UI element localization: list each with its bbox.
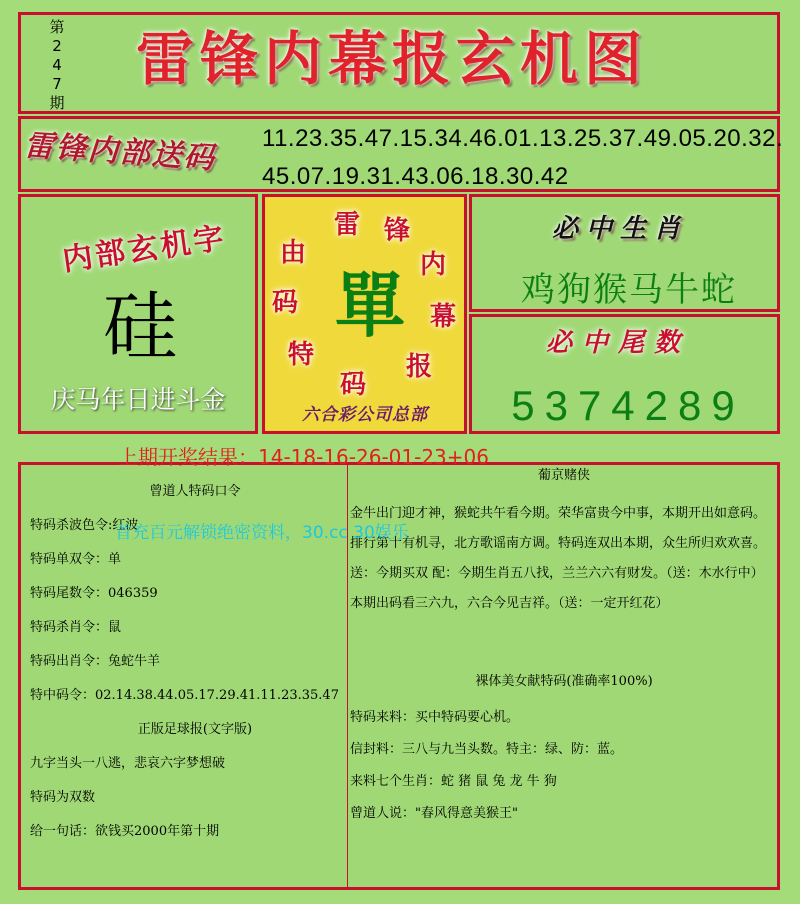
tail-title: 必中尾数 — [545, 328, 690, 358]
zodiac-value: 鸡狗猴马牛蛇 — [521, 270, 737, 310]
issue-prefix: 第 — [49, 18, 65, 36]
company-label: 六合彩公司总部 — [302, 405, 428, 425]
number-line-2: 45.07.19.31.43.06.18.30.42 — [262, 163, 569, 190]
left-line: 特码为双数 — [30, 790, 96, 805]
left-line: 特码出肖令：兔蛇牛羊 — [30, 654, 161, 669]
section-subhead: 雷锋内部送码 — [22, 128, 217, 177]
right-line: 特码来料：买中特码要心机。 — [350, 710, 520, 725]
ring-char: 码 — [272, 288, 299, 318]
left-heading: 曾道人特码口令 — [149, 484, 241, 499]
issue-suffix: 期 — [49, 94, 65, 112]
ring-char: 幕 — [430, 302, 457, 332]
inner-caption: 庆马年日进斗金 — [50, 385, 226, 414]
left-line: 给一句话：欲钱买2000年第十期 — [30, 824, 220, 839]
right-line: 金牛出门迎才神，猴蛇共午看今期。荣华富贵今中事，本期开出如意码。 — [350, 506, 767, 521]
right-heading: 裸体美女献特码(准确率100%) — [475, 674, 653, 689]
right-line: 送：今期买双 配：今期生肖五八找，兰兰六六有财发。（送：木水行中） — [350, 566, 764, 581]
issue-digit: 7 — [52, 75, 62, 93]
left-line: 特中码令：02.14.38.44.05.17.29.41.11.23.35.47 — [30, 688, 339, 703]
right-line: 曾道人说："春风得意美猴王" — [350, 806, 518, 821]
page-title: 雷锋内幕报玄机图 — [135, 25, 648, 93]
right-line: 信封料：三八与九当头数。特主：绿、防：蓝。 — [350, 742, 624, 757]
left-line: 九字当头一八逃，悲哀六字梦想破 — [30, 756, 226, 771]
issue-number — [44, 18, 70, 113]
mystery-char: 硅 — [103, 284, 177, 370]
left-line: 特码杀波色令:红波 — [30, 518, 139, 533]
ring-char: 内 — [420, 250, 447, 280]
left-heading: 正版足球报(文字版) — [137, 722, 253, 737]
left-line: 特码尾数令：046359 — [30, 586, 158, 601]
tail-value: 5374289 — [511, 382, 745, 429]
number-list — [262, 120, 782, 196]
right-line: 排行第十有机寻，北方歌谣南方调。特码连双出本期，众生所归欢欢喜。 — [350, 536, 767, 551]
right-line: 本期出码看三六九，六合今见吉祥。（送：一定开红花） — [350, 596, 669, 611]
issue-digit: 2 — [52, 37, 62, 55]
number-line-1: 11.23.35.47.15.34.46.01.13.25.37.49.05.20.32. — [262, 125, 784, 152]
left-line: 特码杀肖令：鼠 — [30, 620, 122, 635]
watermark-text: 首充百元解锁绝密资料，30.cc 30娱乐 — [115, 523, 409, 543]
inner-title: 内部玄机字 — [60, 220, 229, 279]
ring-char: 报 — [406, 352, 433, 382]
ring-center-char: 單 — [335, 265, 405, 347]
right-heading: 葡京赌侠 — [537, 468, 590, 483]
ring-char: 雷 — [334, 210, 361, 240]
ring-char: 码 — [340, 370, 367, 400]
ring-char: 特 — [288, 340, 315, 370]
issue-digit: 4 — [52, 56, 62, 74]
last-result: 上期开奖结果：14-18-16-26-01-23+06 — [118, 445, 489, 469]
right-line: 来料七个生肖：蛇 猪 鼠 兔 龙 牛 狗 — [350, 774, 557, 789]
zodiac-title: 必中生肖 — [551, 214, 688, 244]
ring-char: 锋 — [384, 216, 411, 246]
right-column — [350, 468, 778, 836]
ring-char: 由 — [280, 238, 307, 268]
left-line: 特码单双令：单 — [30, 552, 122, 567]
